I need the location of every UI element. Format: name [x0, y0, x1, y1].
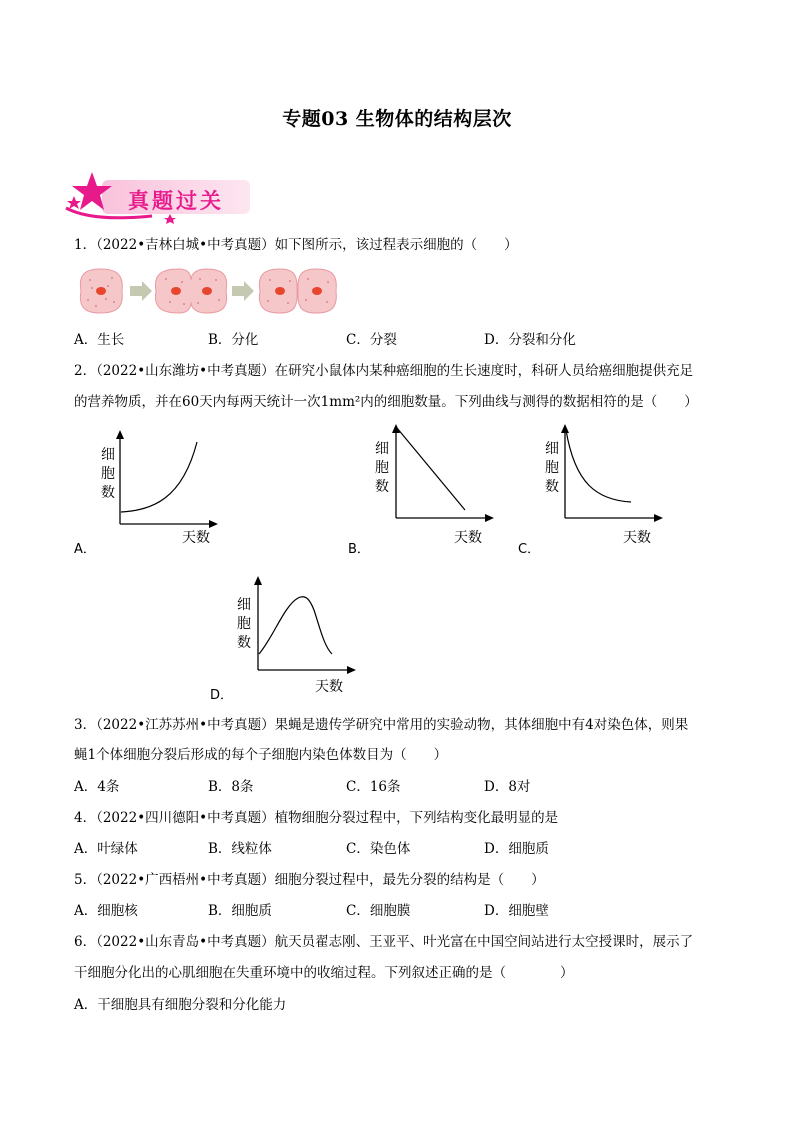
page-title: 专题03 生物体的结构层次 [282, 108, 512, 130]
q5-option-d[interactable]: D．细胞壁 [484, 903, 549, 919]
q1-option-d[interactable]: D．分裂和分化 [484, 332, 576, 348]
graph-b[interactable] [388, 424, 498, 524]
graph-a-y-label: 细 胞 数 [101, 447, 115, 501]
q4-option-c[interactable]: C．染色体 [346, 841, 411, 857]
graph-a-option-label[interactable]: A． [74, 542, 96, 557]
graph-b-x-label: 天数 [454, 530, 482, 546]
cell-division-diagram [76, 266, 346, 316]
q4-stem: 4．（2022•四川德阳•中考真题）植物细胞分裂过程中，下列结构变化最明显的是 [74, 810, 559, 826]
graph-d-x-label: 天数 [315, 679, 343, 695]
q5-option-b[interactable]: B．细胞质 [208, 903, 272, 919]
graph-a[interactable] [112, 430, 222, 530]
q6-stem-line1: 6．（2022•山东青岛•中考真题）航天员翟志刚、王亚平、叶光富在中国空间站进行太空授课时，展示了 [74, 934, 694, 950]
q1-stem: 1．（2022•吉林白城•中考真题）如下图所示，该过程表示细胞的（ ） [74, 237, 518, 253]
graph-c-option-label[interactable]: C． [518, 542, 541, 557]
q6-option-a[interactable]: A．干细胞具有细胞分裂和分化能力 [74, 997, 287, 1013]
q1-option-a[interactable]: A．生长 [74, 332, 125, 348]
graph-b-option-label[interactable]: B． [348, 542, 370, 557]
graph-d[interactable] [250, 576, 360, 676]
q3-option-b[interactable]: B．8条 [208, 779, 254, 795]
q3-option-d[interactable]: D．8对 [484, 779, 531, 795]
cell-icon [80, 269, 122, 313]
q6-stem-line2: 干细胞分化出的心肌细胞在失重环境中的收缩过程。下列叙述正确的是（ ） [74, 965, 574, 981]
q3-stem-line1: 3．（2022•江苏苏州•中考真题）果蝇是遗传学研究中常用的实验动物，其体细胞中有4对染色体，则果 [74, 717, 689, 733]
arrow-icon [130, 281, 152, 301]
section-badge-label: 真题过关 [128, 189, 224, 213]
q4-option-d[interactable]: D．细胞质 [484, 841, 549, 857]
section-badge [62, 170, 262, 224]
graph-b-y-label: 细 胞 数 [375, 441, 389, 495]
q3-option-c[interactable]: C．16条 [346, 779, 401, 795]
q3-option-a[interactable]: A．4条 [74, 779, 120, 795]
q2-stem-line2: 的营养物质，并在60天内每两天统计一次1mm²内的细胞数量。下列曲线与测得的数据相符的是（ ） [74, 394, 698, 410]
graph-c[interactable] [557, 424, 667, 524]
q4-option-b[interactable]: B．线粒体 [208, 841, 272, 857]
q5-option-a[interactable]: A．细胞核 [74, 903, 138, 919]
graph-d-y-label: 细 胞 数 [237, 597, 251, 651]
q5-option-c[interactable]: C．细胞膜 [346, 903, 411, 919]
two-cells-icon [259, 269, 336, 313]
graph-c-x-label: 天数 [623, 530, 651, 546]
q4-option-a[interactable]: A．叶绿体 [74, 841, 138, 857]
q3-stem-line2: 蝇1个体细胞分裂后形成的每个子细胞内染色体数目为（ ） [74, 747, 448, 763]
arrow-icon [232, 281, 254, 301]
dividing-cell-icon [155, 269, 226, 313]
graph-c-y-label: 细 胞 数 [545, 441, 559, 495]
graph-a-x-label: 天数 [182, 530, 210, 546]
q1-option-b[interactable]: B．分化 [208, 332, 259, 348]
graph-d-option-label[interactable]: D． [210, 688, 234, 703]
q2-stem-line1: 2．（2022•山东潍坊•中考真题）在研究小鼠体内某种癌细胞的生长速度时，科研人员给癌细胞提供充足 [74, 363, 694, 379]
q5-stem: 5．（2022•广西梧州•中考真题）细胞分裂过程中，最先分裂的结构是（ ） [74, 872, 545, 888]
q1-option-c[interactable]: C．分裂 [346, 332, 397, 348]
